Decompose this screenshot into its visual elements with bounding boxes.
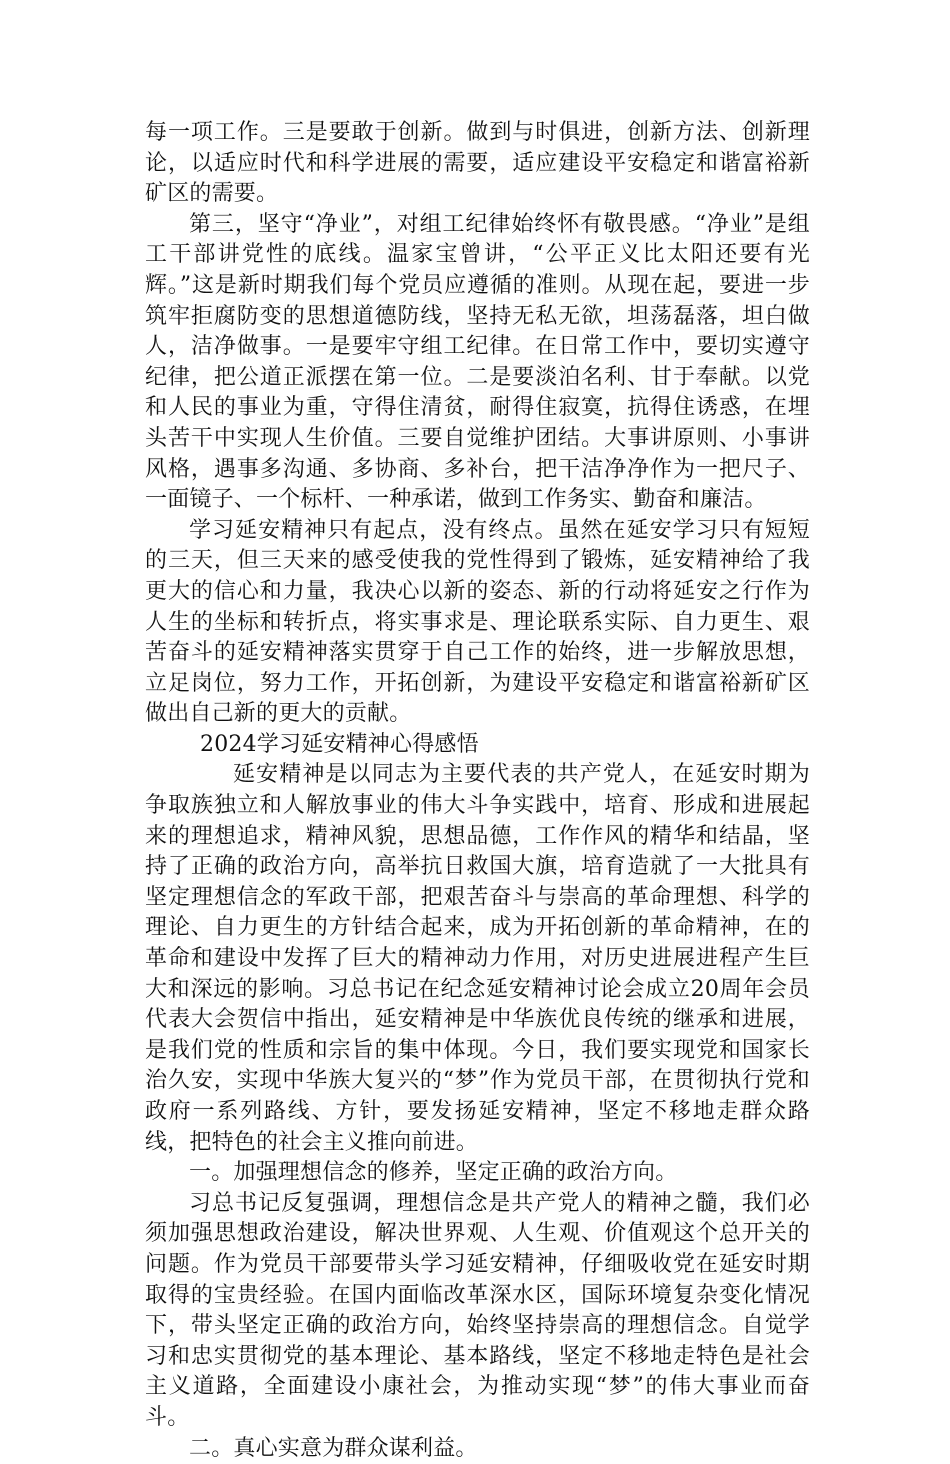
paragraph-third-point: 第三，坚守“净业”，对组工纪律始终怀有敬畏感。“净业”是组工干部讲党性的底线。温家宝曾讲，“公平正义比太阳还要有光辉。”这是新时期我们每个党员应遵循的准则。从现在起，要进一步筑牢拒腐防变的思想道德防线，坚持无私无欲，坦荡磊落，坦白做人，洁净做事。一是要牢守组工纪律。在日常工作中，要切实遵守纪律，把公道正派摆在第一位。二是要淡泊名利、甘于奉献。以党和人民的事业为重，守得住清贫，耐得住寂寞，抗得住诱惑，在埋头苦干中实现人生价值。三要自觉维护团结。大事讲原则、小事讲风格，遇事多沟通、多协商、多补台，把干洁净净作为一把尺子、一面镜子、一个标杆、一种承诺，做到工作务实、勤奋和廉洁。 [145,211,810,513]
document-body [145,118,810,1464]
paragraph-conclusion: 学习延安精神只有起点，没有终点。虽然在延安学习只有短短的三天，但三天来的感受使我的党性得到了锻炼，延安精神给了我更大的信心和力量，我决心以新的姿态、新的行动将延安之行作为人生的坐标和转折点，将实事求是、理论联系实际、自力更生、艰苦奋斗的延安精神落实贯穿于自己工作的始终，进一步解放思想，立足岗位，努力工作，开拓创新，为建设平安稳定和谐富裕新矿区做出自己新的更大的贡献。 [145,517,810,727]
paragraph-intro: 延安精神是以同志为主要代表的共产党人，在延安时期为争取族独立和人解放事业的伟大斗争实践中，培育、形成和进展起来的理想追求，精神风貌，思想品德，工作作风的精华和结晶，坚持了正确的政治方向，高举抗日救国大旗，培育造就了一大批具有坚定理想信念的军政干部，把艰苦奋斗与崇高的革命理想、科学的理论、自力更生的方针结合起来，成为开拓创新的革命精神，在的革命和建设中发挥了巨大的精神动力作用，对历史进展进程产生巨大和深远的影响。习总书记在纪念延安精神讨论会成立20周年会员代表大会贺信中指出，延安精神是中华族优良传统的继承和进展，是我们党的性质和宗旨的集中体现。今日，我们要实现党和国家长治久安，实现中华族大复兴的“梦”作为党员干部，在贯彻执行党和政府一系列路线、方针，要发扬延安精神，坚定不移地走群众路线，把特色的社会主义推向前进。 [145,762,810,1155]
subheading-two: 二。真心实意为群众谋利益。 [189,1435,478,1461]
subheading-one: 一。加强理想信念的修养，坚定正确的政治方向。 [189,1160,678,1186]
paragraph-ideals: 习总书记反复强调，理想信念是共产党人的精神之髓，我们必须加强思想政治建设，解决世界观、人生观、价值观这个总开关的问题。作为党员干部要带头学习延安精神，仔细吸收党在延安时期取得的宝贵经验。在国内面临改革深水区，国际环境复杂变化情况下，带头坚定正确的政治方向，始终坚持崇高的理想信念。自觉学习和忠实贯彻党的基本理论、基本路线，坚定不移地走特色是社会主义道路，全面建设小康社会，为推动实现“梦”的伟大事业而奋斗。 [145,1190,810,1430]
paragraph-continuation: 每一项工作。三是要敢于创新。做到与时俱进，创新方法、创新理论，以适应时代和科学进展的需要，适应建设平安稳定和谐富裕新矿区的需要。 [145,120,810,207]
section-title: 2024学习延安精神心得感悟 [200,731,479,757]
